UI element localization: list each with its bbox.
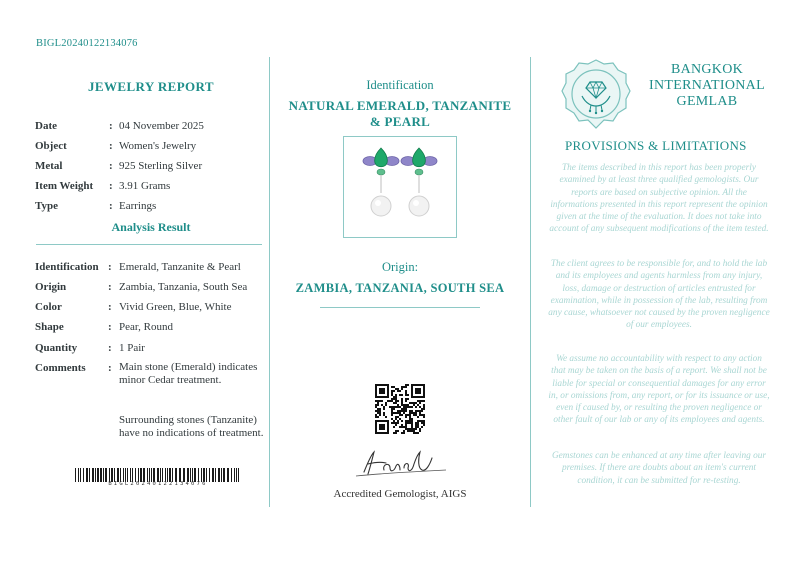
origin-value: ZAMBIA, TANZANIA, SOUTH SEA [295,281,505,295]
barcode-number: BIGL20240122134076 [108,481,208,487]
detail-colon: : [109,160,113,172]
analysis-value: Pear, Round [119,321,173,333]
qr-code-icon [375,384,425,434]
detail-colon: : [109,200,113,212]
signature-icon [346,444,456,484]
analysis-key: Shape [35,321,64,333]
analysis-colon: : [108,301,112,313]
analysis-colon: : [108,261,112,273]
gemologist-caption: Accredited Gemologist, AIGS [333,488,467,500]
analysis-key: Comments [35,362,86,374]
provisions-paragraph-2: The client agrees to be responsible for, and to hold the lab and its employees and agents harmless from any injury, loss, damage or destruction of articles entrusted for examination, while in possession of the lab, resulting from any cause, whatsoever not caused by the proven negligence of our employees. [548,259,770,331]
analysis-colon: : [108,362,112,374]
right-earring-icon [401,148,437,216]
provisions-paragraph-3: We assume no accountability with respect to any action that may be taken on the basis of a report. We shall not be liable for special or consequential damages for any error in, or omissions from, any report, or for its issuance or use, even if caused by, or resulting the proven negligence or other fault of our lab or any of its employees and agents. [548,354,770,426]
jewelry-photo [343,136,457,238]
analysis-key: Quantity [35,342,78,354]
detail-value: 3.91 Grams [119,180,171,192]
detail-key: Metal [35,160,63,172]
analysis-key: Identification [35,261,99,273]
comments-text-2: Surrounding stones (Tanzanite) have no indications of treatment. [119,414,264,439]
analysis-key: Color [35,301,62,313]
detail-value: Women's Jewelry [119,140,197,152]
analysis-colon: : [108,342,112,354]
detail-value: Earrings [119,200,157,212]
detail-key: Item Weight [35,180,94,192]
analysis-value: Vivid Green, Blue, White [119,301,232,313]
detail-value: 925 Sterling Silver [119,160,203,172]
report-number: BIGL20240122134076 [36,38,138,49]
column-divider-left [269,57,270,507]
origin-divider [320,307,480,308]
detail-value: 04 November 2025 [119,120,204,132]
detail-colon: : [109,180,113,192]
lab-name-line-2: INTERNATIONAL [649,78,765,93]
column-divider-right [530,57,531,507]
provisions-paragraph-4: Gemstones can be enhanced at any time after leaving our premises. If there are doubts about an item's current condition, it can be submitted for re-testing. [551,451,767,486]
detail-key: Type [35,200,59,212]
comments-text-1: Main stone (Emerald) indicates minor Cedar treatment. [119,361,258,386]
analysis-result-title: Analysis Result [111,220,191,234]
detail-colon: : [109,140,113,152]
lab-name [642,62,772,110]
identification-value: NATURAL EMERALD, TANZANITE & PEARL [288,98,512,129]
analysis-value: 1 Pair [119,342,145,354]
detail-colon: : [109,120,113,132]
barcode [75,468,241,482]
analysis-value: Emerald, Tanzanite & Pearl [119,261,241,273]
analysis-key: Origin [35,281,67,293]
analysis-divider [36,244,262,245]
provisions-paragraph-1: The items described in this report has been properly examined by at least three qualified gemologists. Our reports are based on subjective opinion. All the informations presented in this report represent the opinion given at the time of the evaluation. It does not take into account of any subsequent modifications of the item tested. [549,163,769,235]
report-title: JEWELRY REPORT [88,79,214,94]
identification-label: Identification [366,78,434,92]
analysis-value: Zambia, Tanzania, South Sea [119,281,248,293]
origin-label: Origin: [381,260,419,274]
detail-key: Date [35,120,57,132]
detail-key: Object [35,140,67,152]
lab-name-line-3: GEMLAB [676,94,738,109]
earrings-image [344,137,456,237]
analysis-colon: : [108,281,112,293]
left-earring-icon [363,148,399,216]
lab-seal-icon [560,58,632,130]
lab-name-line-1: BANGKOK [670,62,744,77]
provisions-title: PROVISIONS & LIMITATIONS [565,138,747,153]
analysis-colon: : [108,321,112,333]
